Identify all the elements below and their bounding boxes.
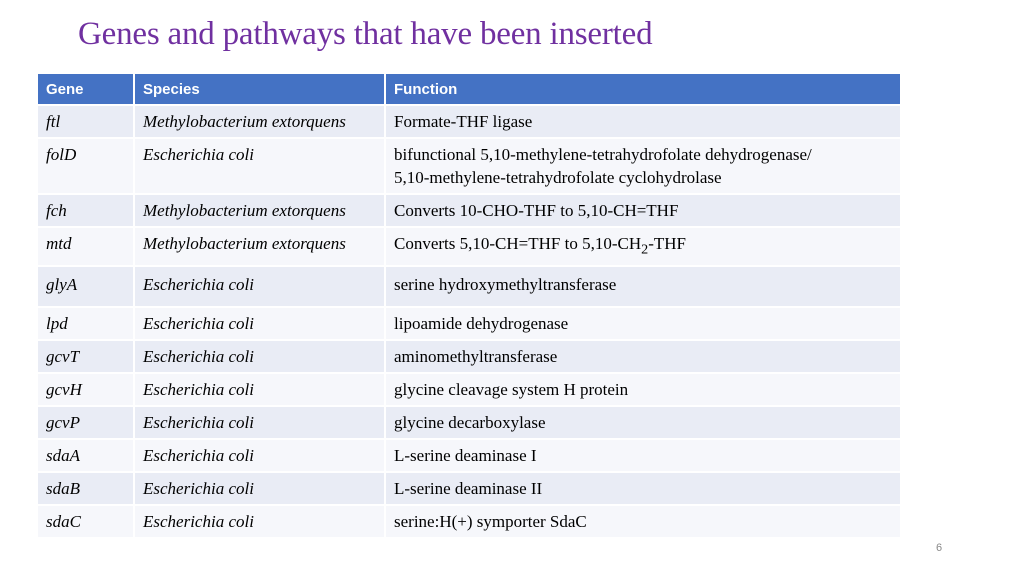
function-text: Converts 5,10-CH=THF to 5,10-CH xyxy=(394,234,642,253)
table-header-row xyxy=(38,74,900,105)
table-row xyxy=(38,406,900,439)
gene-cell: gcvH xyxy=(38,373,134,406)
gene-cell: glyA xyxy=(38,266,134,307)
function-cell: L-serine deaminase I xyxy=(385,439,900,472)
table-row xyxy=(38,340,900,373)
function-cell: glycine decarboxylase xyxy=(385,406,900,439)
species-cell: Escherichia coli xyxy=(134,373,385,406)
function-line-2: 5,10-methylene-tetrahydrofolate cyclohydrolase xyxy=(394,168,722,187)
function-line-1: bifunctional 5,10-methylene-tetrahydrofolate dehydrogenase/ xyxy=(394,145,812,164)
species-cell: Escherichia coli xyxy=(134,472,385,505)
table-row xyxy=(38,373,900,406)
header-species: Species xyxy=(134,74,385,105)
gene-cell: fch xyxy=(38,194,134,227)
gene-cell: ftl xyxy=(38,105,134,138)
function-cell: Converts 10-CHO-THF to 5,10-CH=THF xyxy=(385,194,900,227)
species-cell: Escherichia coli xyxy=(134,340,385,373)
table-row xyxy=(38,505,900,538)
table-row xyxy=(38,138,900,194)
function-cell: serine:H(+) symporter SdaC xyxy=(385,505,900,538)
species-cell: Methylobacterium extorquens xyxy=(134,105,385,138)
species-cell: Escherichia coli xyxy=(134,307,385,340)
gene-cell: sdaB xyxy=(38,472,134,505)
table-row xyxy=(38,472,900,505)
species-cell: Escherichia coli xyxy=(134,439,385,472)
species-cell: Escherichia coli xyxy=(134,505,385,538)
species-cell: Escherichia coli xyxy=(134,406,385,439)
table-row xyxy=(38,266,900,307)
function-cell: glycine cleavage system H protein xyxy=(385,373,900,406)
function-cell: lipoamide dehydrogenase xyxy=(385,307,900,340)
species-cell: Escherichia coli xyxy=(134,138,385,194)
genes-table xyxy=(38,74,900,539)
gene-cell: mtd xyxy=(38,227,134,266)
function-cell xyxy=(385,227,900,266)
table-row xyxy=(38,227,900,266)
gene-cell: folD xyxy=(38,138,134,194)
species-cell: Methylobacterium extorquens xyxy=(134,194,385,227)
table-row xyxy=(38,194,900,227)
gene-cell: gcvT xyxy=(38,340,134,373)
function-cell xyxy=(385,138,900,194)
species-cell: Methylobacterium extorquens xyxy=(134,227,385,266)
table-row xyxy=(38,307,900,340)
function-cell: serine hydroxymethyltransferase xyxy=(385,266,900,307)
function-text-suffix: -THF xyxy=(648,234,686,253)
function-cell: L-serine deaminase II xyxy=(385,472,900,505)
gene-cell: gcvP xyxy=(38,406,134,439)
slide-title: Genes and pathways that have been inserted xyxy=(78,16,653,52)
function-cell: aminomethyltransferase xyxy=(385,340,900,373)
species-cell: Escherichia coli xyxy=(134,266,385,307)
gene-cell: sdaA xyxy=(38,439,134,472)
table-row xyxy=(38,439,900,472)
function-subscript: 2 xyxy=(641,241,649,258)
header-gene: Gene xyxy=(38,74,134,105)
function-cell: Formate-THF ligase xyxy=(385,105,900,138)
gene-cell: lpd xyxy=(38,307,134,340)
table-row xyxy=(38,105,900,138)
page-number: 6 xyxy=(936,542,943,554)
gene-cell: sdaC xyxy=(38,505,134,538)
header-function: Function xyxy=(385,74,900,105)
